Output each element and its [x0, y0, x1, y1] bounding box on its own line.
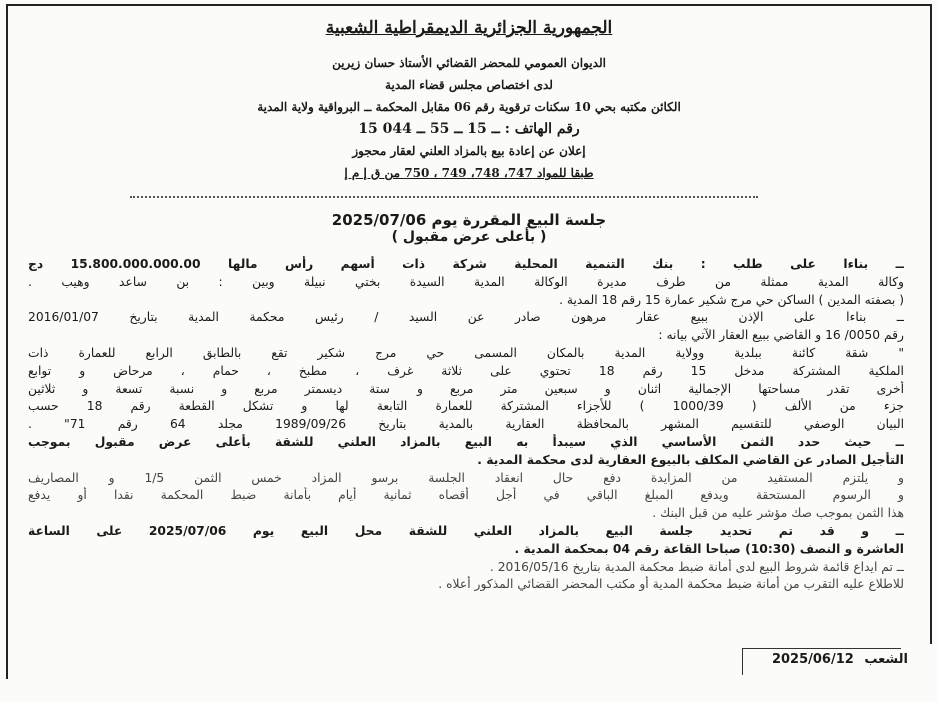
- office-address: الكائن مكتبه بحي 10 سكنات ترقوية رقم 06 مقابل المحكمة ــ البرواقية ولاية المدية: [257, 100, 681, 114]
- body-line: رقم 0050/ 16 و القاضي ببيع العقار الآتي بيانه :: [658, 328, 904, 343]
- session-subtitle: ( بأعلى عرض مقبول ): [391, 229, 547, 245]
- court-jurisdiction: لدى اختصاص مجلس قضاء المدية: [385, 78, 553, 92]
- publication-footer: [772, 652, 908, 667]
- body-line: أخرى تقدر مساحتها الإجمالية اثنان و سبعين متر مربع و ستة ديسمتر مربع و نسبة تسعة و ثلاثين: [28, 381, 904, 396]
- body-line: ــ بناءا على طلب : بنك التنمية المحلية شركة ذات أسهم رأس مالها 15.800.000.000.00 دج: [28, 257, 904, 271]
- body-line: وكالة المدية ممثلة من طرف مديرة الوكالة المدية السيدة بختي نبيلة وبين : بن ساعد وهيب .: [28, 274, 904, 289]
- notice-header: [40, 14, 898, 184]
- publication-date: 2025/06/12: [771, 652, 854, 667]
- phone-number: 15 ــ 15 ــ 55 ــ 044: [358, 121, 500, 137]
- legal-articles: طبقا للمواد 747، 748، 749 ، 750 من ق إ م إ: [344, 166, 594, 180]
- frame-top-border: [6, 4, 932, 6]
- frame-left-border: [6, 4, 8, 679]
- body-line: " شقة كائنة ببلدية وولاية المدية بالمكان المسمى حي مرج شكير تقع بالطابق الرابع للعمارة ذات: [28, 345, 904, 360]
- notice-body: [28, 256, 904, 594]
- body-line: ( بصفته المدين ) الساكن حي مرج شكير عمارة 15 رقم 18 المدية .: [559, 292, 904, 307]
- body-line: و يلتزم المستفيد من المزايدة دفع حال انعقاد الجلسة برسو المزاد خمس الثمن 1/5 و المصاريف: [28, 470, 904, 485]
- body-line: هذا الثمن بموجب صك مؤشر عليه من قبل البنك .: [652, 506, 904, 521]
- body-line: البيان الوصفي للتقسيم المشهر بالمحافظة العقارية بالمدية بتاريخ 1989/09/26 مجلد 64 رقم 71" .: [28, 417, 904, 432]
- body-line: العاشرة و النصف (10:30) صباحا القاعة رقم 04 بمحكمة المدية .: [514, 541, 904, 556]
- body-line: و الرسوم المستحقة ويدفع المبلغ الباقي في أجل أقصاه ثمانية أيام بأمانة ضبط المحكمة نقدا أو يدفع: [28, 488, 904, 503]
- body-line: الملكية المشتركة مدخل 15 رقم 18 تحتوي على ثلاثة غرف ، مطبخ ، حمام ، مرحاض و توابع: [28, 363, 904, 378]
- body-line: للاطلاع عليه التقرب من أمانة ضبط محكمة المدية أو مكتب المحضر القضائي المذكور أعلاه .: [438, 577, 904, 592]
- body-line: جزء من الألف ( 1000/39 ) للأجزاء المشتركة للعمارة التابعة لها و تشكل القطعة رقم 18 حسب: [28, 399, 904, 414]
- republic-title: الجمهورية الجزائرية الديمقراطية الشعبية: [325, 18, 613, 38]
- sale-session: [0, 212, 938, 246]
- phone-line: [40, 118, 898, 140]
- body-line: ــ تم ايداع قائمة شروط البيع لدى أمانة ضبط محكمة المدية بتاريخ 2016/05/16 .: [489, 559, 904, 574]
- body-line: ــ بناءا على الإذن ببيع عقار مرهون صادر عن السيد / رئيس محكمة المدية بتاريخ 2016/01/07: [28, 310, 904, 325]
- frame-right-border: [930, 4, 932, 644]
- phone-label: رقم الهاتف :: [504, 121, 580, 137]
- announcement-title: إعلان عن إعادة بيع بالمزاد العلني لعقار محجوز: [352, 144, 586, 158]
- body-line: ــ حيث حدد الثمن الأساسي الذي سيبدأ به البيع بالمزاد العلني للشقة بأعلى عرض مقبول بموجب: [28, 434, 904, 449]
- bailiff-office: الديوان العمومي للمحضر القضائي الأستاذ حسان زيرين: [332, 56, 606, 70]
- section-divider: [130, 196, 758, 198]
- session-title: جلسة البيع المقررة يوم 2025/07/06: [331, 211, 607, 229]
- body-line: التأجيل الصادر عن القاضي المكلف بالبيوع العقارية لدى محكمة المدية .: [477, 452, 904, 467]
- body-line: ــ و قد تم تحديد جلسة البيع بالمزاد العلني للشقة محل البيع يوم 2025/07/06 على الساعة: [28, 523, 904, 538]
- newspaper-name: الشعب: [864, 652, 908, 667]
